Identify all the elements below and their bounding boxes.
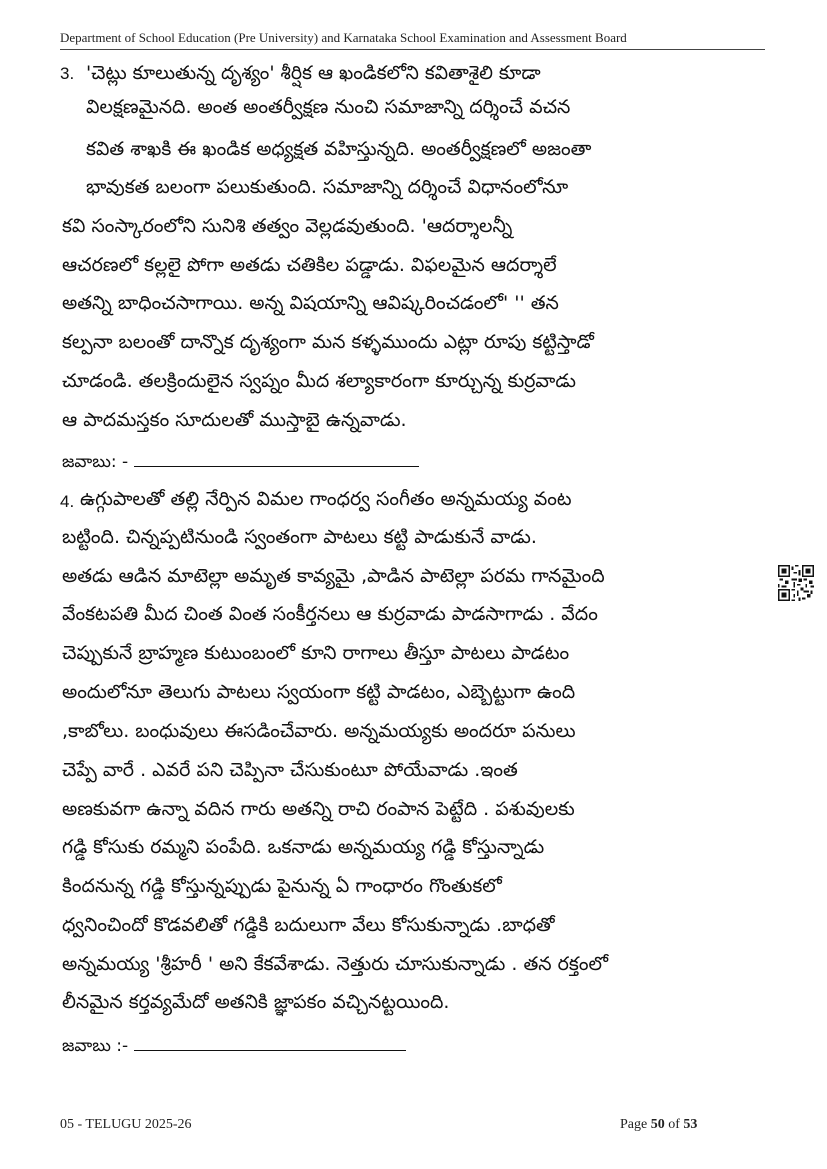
page-current: 50 — [650, 1117, 665, 1132]
page-prefix: Page — [620, 1117, 648, 1132]
answer-blank-line[interactable] — [134, 465, 419, 467]
question-4-line: గడ్డి కోసుకు రమ్మని పంపేది. ఒకనాడు అన్నమయ్య గడ్డి కోస్తున్నాడు — [62, 836, 545, 858]
question-3-line: విలక్షణమైనది. అంత అంతర్వీక్షణ నుంచి సమాజాన్ని దర్శించే వచన — [86, 96, 571, 118]
question-4-line: ఉగ్గుపాలతో తల్లి నేర్పిన విమల గాంధర్వ సంగీతం అన్నమయ్య వంట — [80, 488, 572, 510]
page-number — [620, 1117, 697, 1133]
page-of: of — [668, 1117, 680, 1132]
question-4-number: 4. — [60, 492, 75, 511]
question-4-line: చెప్పుకునే బ్రాహ్మణ కుటుంబంలో కూని రాగాలు తీస్తూ పాటలు పాడటం — [62, 642, 570, 664]
question-3-line: కవిత శాఖకి ఈ ఖండిక అధ్యక్షత వహిస్తున్నది. అంతర్వీక్షణలో అజంతా — [86, 138, 592, 160]
question-3-line: చూడండి. తలక్రిందులైన స్వప్నం మీద శల్యాకారంగా కూర్చున్న కుర్రవాడు — [62, 370, 576, 392]
answer-blank-line[interactable] — [134, 1049, 406, 1051]
question-3-line: ఆచరణలో కల్లలై పోగా అతడు చతికిల పడ్డాడు. విఫలమైన ఆదర్శాలే — [62, 254, 557, 276]
question-4-line: కిందనున్న గడ్డి కోస్తున్నప్పుడు పైనున్న ఏ గాంధారం గొంతుకలో — [62, 875, 502, 897]
question-3-line: కవి సంస్కారంలోని సునిశి తత్వం వెల్లడవుతుంది. 'ఆదర్శాలన్నీ — [62, 215, 513, 237]
question-3-line: అతన్ని బాధించసాగాయి. అన్న విషయాన్ని ఆవిష్కరించడంలో' '' తన — [62, 292, 559, 314]
question-4-line: అందులోనూ తెలుగు పాటలు స్వయంగా కట్టి పాడటం, ఎబ్బెట్టుగా ఉంది — [62, 681, 576, 703]
question-4-line: అణకువగా ఉన్నా వదిన గారు అతన్ని రాచి రంపాన పెట్టేది . పశువులకు — [62, 798, 575, 820]
question-4-line: లీనమైన కర్తవ్యమేదో అతనికి జ్ఞాపకం వచ్చినట్టయింది. — [62, 991, 450, 1013]
question-4-line: వేంకటపతి మీద చింత వింత సంకీర్తనలు ఆ కుర్రవాడు పాడసాగాడు . వేదం — [62, 603, 598, 625]
question-4-answer — [62, 1036, 406, 1060]
qr-code-icon[interactable] — [778, 565, 814, 601]
question-3-answer — [62, 452, 419, 476]
question-4-line: ,కాబోలు. బంధువులు ఈసడించేవారు. అన్నమయ్యకు అందరూ పనులు — [62, 720, 576, 742]
question-4-line: అన్నమయ్య 'శ్రీహరీ ' అని కేకవేశాడు. నెత్తురు చూసుకున్నాడు . తన రక్తంలో — [62, 953, 609, 975]
question-3-line: భావుకత బలంగా పలుకుతుంది. సమాజాన్ని దర్శించే విధానంలోనూ — [86, 176, 569, 198]
question-4-line: ధ్వనించిందో కొడవలితో గడ్డికి బదులుగా వేలు కోసుకున్నాడు .బాధతో — [62, 914, 555, 936]
page-header: Department of School Education (Pre University) and Karnataka School Examination and Assessment Board — [60, 30, 765, 50]
page-total: 53 — [683, 1117, 698, 1132]
question-3-line: 'చెట్లు కూలుతున్న దృశ్యం' శీర్షిక ఆ ఖండికలోని కవితాశైలి కూడా — [86, 62, 541, 84]
answer-label: జవాబు: - — [62, 452, 129, 472]
answer-label: జవాబు :- — [62, 1036, 129, 1056]
question-3-line: ఆ పాదమస్తకం సూదులతో ముస్తాబై ఉన్నవాడు. — [62, 409, 407, 431]
footer-subject-code: 05 - TELUGU 2025-26 — [60, 1117, 192, 1132]
question-4-line: బట్టింది. చిన్నప్పటినుండి స్వంతంగా పాటలు కట్టి పాడుకునే వాడు. — [62, 526, 537, 548]
question-3-number: 3. — [60, 64, 75, 83]
question-4-line: చెప్పే వారే . ఎవరే పని చెప్పినా చేసుకుంటూ పోయేవాడు .ఇంత — [62, 759, 518, 781]
question-4-line: అతడు ఆడిన మాటెల్లా అమృత కావ్యమై ,పాడిన పాటెల్లా పరమ గానమైంది — [62, 565, 605, 587]
question-3-line: కల్పనా బలంతో దాన్నొక దృశ్యంగా మన కళ్ళముందు ఎట్లా రూపు కట్టిస్తాడో — [62, 331, 594, 353]
